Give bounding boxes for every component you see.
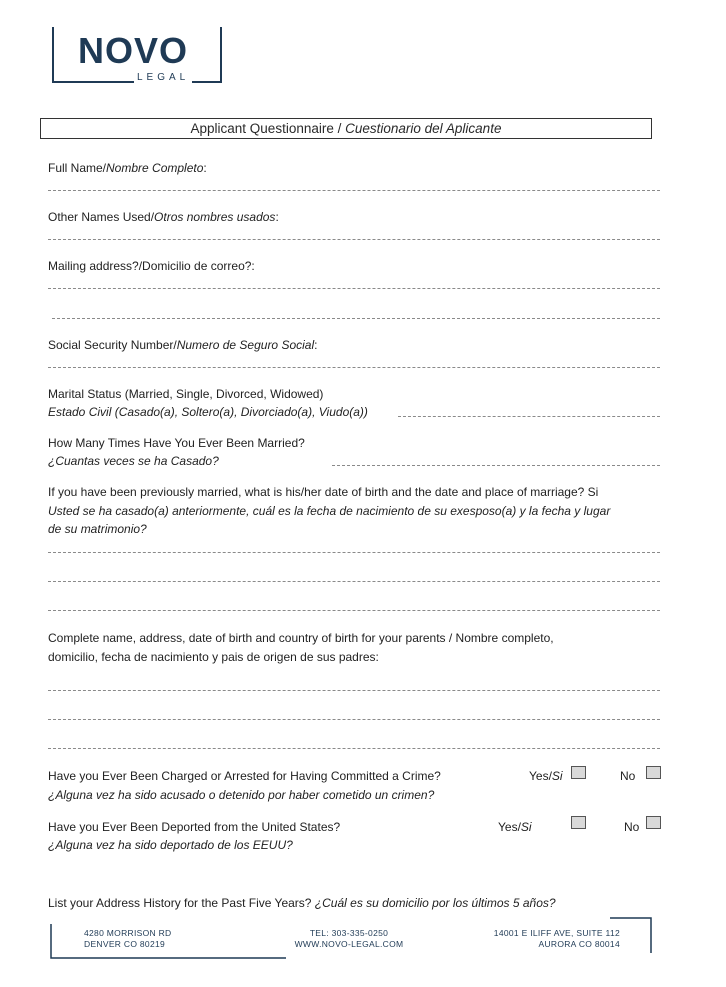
address-history-label	[48, 896, 556, 910]
parents-field-3[interactable]	[48, 748, 660, 749]
deported-yes-label-en: Yes/	[498, 820, 521, 834]
crime-label-es: ¿Alguna vez ha sido acusado o detenido por haber cometido un crimen?	[48, 788, 435, 802]
footer-address-right	[478, 928, 620, 950]
crime-no-label: No	[620, 769, 636, 783]
footer-left-line2: DENVER CO 80219	[84, 939, 166, 949]
footer-right-line1: 14001 E ILIFF AVE, SUITE 112	[493, 928, 620, 938]
footer-contact	[286, 928, 412, 950]
other-names-label-en: Other Names Used/	[48, 210, 155, 224]
deported-no-checkbox[interactable]	[646, 816, 661, 829]
prev-married-label-3: de su matrimonio?	[48, 522, 147, 536]
footer-address-left	[84, 928, 171, 950]
full-name-label-es: Nombre Completo	[106, 161, 204, 175]
marital-status-field[interactable]	[398, 416, 660, 417]
footer-phone: TEL: 303-335-0250	[309, 928, 389, 938]
mailing-address-field-2[interactable]	[52, 318, 660, 319]
deported-no-label: No	[624, 820, 640, 834]
crime-label-en: Have you Ever Been Charged or Arrested for Having Committed a Crime?	[48, 769, 441, 783]
mailing-address-label: Mailing address?/Domicilio de correo?:	[48, 259, 255, 273]
ssn-label-suffix: :	[314, 338, 318, 352]
times-married-label-en: How Many Times Have You Ever Been Married?	[48, 436, 305, 450]
logo-subtitle: LEGAL	[137, 72, 190, 83]
full-name-label-suffix: :	[203, 161, 207, 175]
address-history-label-en: List your Address History for the Past Five Years?	[48, 896, 315, 910]
deported-label-en: Have you Ever Been Deported from the United States?	[48, 820, 341, 834]
crime-yes-label	[529, 769, 563, 783]
crime-yes-checkbox[interactable]	[571, 766, 586, 779]
footer-left-line1: 4280 MORRISON RD	[84, 928, 172, 938]
prev-married-field-1[interactable]	[48, 552, 660, 553]
logo-wordmark: NOVO	[78, 30, 189, 71]
parents-field-2[interactable]	[48, 719, 660, 720]
times-married-field[interactable]	[332, 465, 660, 466]
marital-status-label-es: Estado Civil (Casado(a), Soltero(a), Divorciado(a), Viudo(a))	[48, 405, 368, 419]
prev-married-label-1: If you have been previously married, what is his/her date of birth and the date and place of marriage? Si	[48, 485, 599, 499]
ssn-label	[48, 338, 317, 352]
prev-married-label-2: Usted se ha casado(a) anteriormente, cuál es la fecha de nacimiento de su exesposo(a) y la fecha y lugar	[48, 504, 611, 518]
marital-status-label-en: Marital Status (Married, Single, Divorced, Widowed)	[48, 387, 324, 401]
deported-yes-label-es: Si	[520, 820, 532, 834]
crime-yes-label-en: Yes/	[529, 769, 552, 783]
crime-yes-label-es: Si	[551, 769, 563, 783]
ssn-field[interactable]	[48, 367, 660, 368]
title-english: Applicant Questionnaire /	[190, 121, 346, 136]
full-name-label	[48, 161, 207, 175]
other-names-label	[48, 210, 279, 224]
prev-married-field-2[interactable]	[48, 581, 660, 582]
deported-yes-label	[498, 820, 532, 834]
prev-married-field-3[interactable]	[48, 610, 660, 611]
footer-website-link[interactable]: WWW.NOVO-LEGAL.COM	[294, 939, 404, 949]
deported-label-es: ¿Alguna vez ha sido deportado de los EEUU?	[48, 838, 293, 852]
deported-yes-checkbox[interactable]	[571, 816, 586, 829]
crime-no-checkbox[interactable]	[646, 766, 661, 779]
parents-label-1: Complete name, address, date of birth and country of birth for your parents / Nombre completo,	[48, 631, 554, 645]
other-names-label-es: Otros nombres usados	[154, 210, 276, 224]
times-married-label-es: ¿Cuantas veces se ha Casado?	[48, 454, 219, 468]
page-title	[40, 118, 652, 139]
other-names-label-suffix: :	[275, 210, 279, 224]
full-name-field[interactable]	[48, 190, 660, 191]
other-names-field[interactable]	[48, 239, 660, 240]
parents-label-2: domicilio, fecha de nacimiento y pais de origen de sus padres:	[48, 650, 379, 664]
footer-right-line2: AURORA CO 80014	[538, 939, 620, 949]
ssn-label-en: Social Security Number/	[48, 338, 177, 352]
mailing-address-field-1[interactable]	[48, 288, 660, 289]
title-spanish: Cuestionario del Aplicante	[345, 121, 502, 136]
address-history-label-es: ¿Cuál es su domicilio por los últimos 5 años?	[314, 896, 556, 910]
parents-field-1[interactable]	[48, 690, 660, 691]
ssn-label-es: Numero de Seguro Social	[176, 338, 315, 352]
full-name-label-en: Full Name/	[48, 161, 107, 175]
